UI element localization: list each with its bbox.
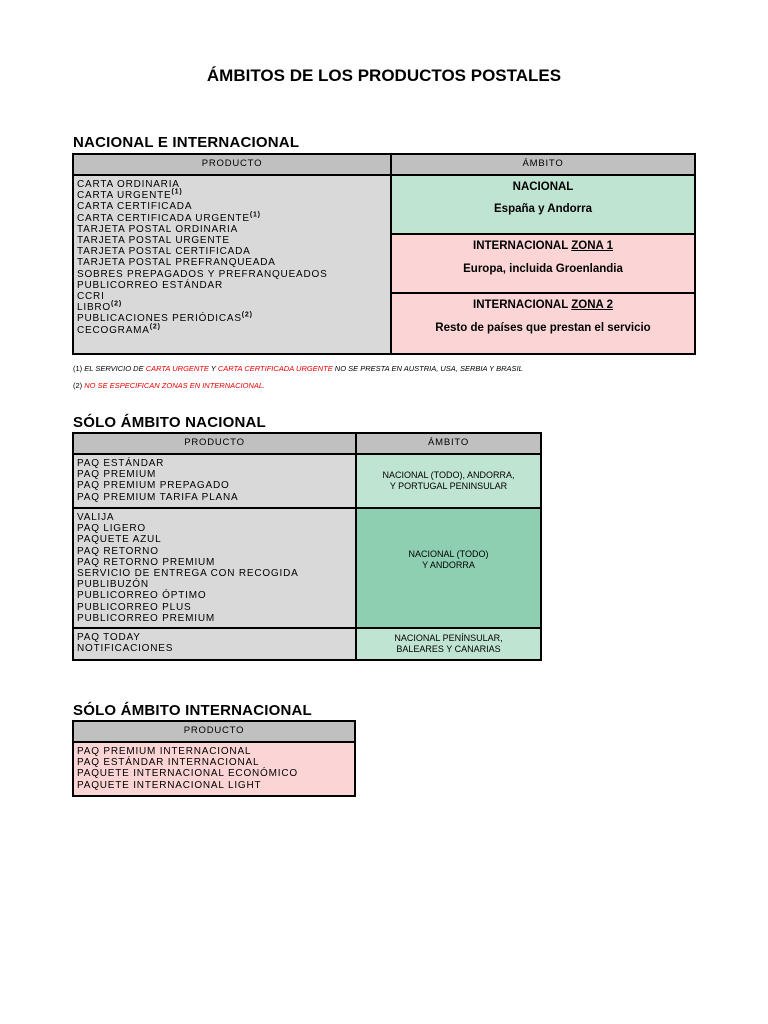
product-list-internacional [74, 743, 354, 795]
list-item: PAQUETE AZUL [77, 534, 162, 546]
list-item [77, 313, 390, 324]
product-name: TARJETA POSTAL URGENTE [77, 235, 230, 247]
ambito-group-2 [357, 509, 540, 627]
list-item [77, 190, 390, 201]
table-nacional-internacional [72, 153, 696, 355]
product-note: (2) [241, 312, 253, 320]
product-name: CARTA URGENTE [77, 190, 172, 202]
ambito-group-3-line1: NACIONAL PENÍNSULAR, [394, 633, 503, 643]
product-name: PUBLICORREO ESTÁNDAR [77, 279, 224, 291]
list-item: PAQ LIGERO [77, 523, 146, 535]
zona-1-label: ZONA 1 [571, 240, 613, 252]
product-name: CARTA CERTIFICADA [77, 201, 193, 213]
footnote-1-text-a: EL SERVICIO DE [84, 364, 144, 373]
header-producto: PRODUCTO [74, 434, 355, 453]
list-item: VALIJA [77, 512, 115, 523]
header-ambito: ÁMBITO [392, 155, 694, 174]
list-item: PAQ RETORNO PREMIUM [77, 556, 216, 568]
list-item [77, 201, 390, 212]
footnote-2 [73, 381, 265, 390]
ambito-group-3 [357, 629, 540, 659]
product-list-group-2 [74, 509, 355, 627]
ambito-group-2-line2: Y ANDORRA [422, 560, 475, 570]
list-item: PUBLIBUZÓN [77, 579, 149, 591]
product-name: TARJETA POSTAL CERTIFICADA [77, 246, 251, 258]
list-item: PAQ ESTÁNDAR [77, 458, 165, 469]
list-item [77, 325, 390, 336]
ambito-group-1-line1: NACIONAL (TODO), ANDORRA, [382, 470, 515, 480]
list-item: PAQ ESTÁNDAR INTERNACIONAL [77, 757, 260, 769]
list-item [77, 179, 390, 190]
list-item: PAQUETE INTERNACIONAL ECONÓMICO [77, 768, 298, 780]
product-name: SOBRES PREPAGADOS Y PREFRANQUEADOS [77, 268, 328, 280]
footnote-1-text-e: NO SE PRESTA EN AUSTRIA, USA, SERBIA Y BRASIL [334, 364, 523, 373]
list-item: PAQUETE INTERNACIONAL LIGHT [77, 779, 262, 791]
footnote-1 [73, 364, 523, 373]
product-list-group-3 [74, 629, 355, 659]
zona-2-label: ZONA 2 [571, 299, 613, 311]
ambito-zona-2-title [392, 299, 694, 311]
list-item: PUBLICORREO PLUS [77, 601, 192, 613]
product-name: CARTA CERTIFICADA URGENTE [77, 212, 250, 224]
ambito-zona-1-sub: Europa, incluida Groenlandia [463, 263, 623, 275]
list-item [77, 291, 390, 302]
list-item [77, 280, 390, 291]
list-item [77, 257, 390, 268]
ambito-zona-1-title [392, 240, 694, 252]
list-item [77, 246, 390, 257]
list-item: PAQ PREMIUM [77, 469, 157, 481]
zona-2-prefix: INTERNACIONAL [473, 299, 569, 311]
product-name: LIBRO [77, 302, 112, 314]
list-item [77, 235, 390, 246]
footnote-1-text-b: CARTA URGENTE [145, 364, 209, 373]
header-producto: PRODUCTO [74, 155, 390, 174]
ambito-nacional-sub: España y Andorra [494, 203, 592, 215]
ambito-nacional-title: NACIONAL [512, 181, 574, 193]
product-name: TARJETA POSTAL PREFRANQUEADA [77, 257, 276, 269]
section-heading-nacional-internacional: NACIONAL E INTERNACIONAL [73, 134, 300, 151]
header-producto: PRODUCTO [74, 722, 354, 741]
table-solo-internacional [72, 720, 356, 797]
list-item: PAQ PREMIUM TARIFA PLANA [77, 491, 239, 503]
ambito-group-3-line2: BALEARES Y CANARIAS [396, 644, 501, 654]
product-name: TARJETA POSTAL ORDINARIA [77, 223, 239, 235]
footnote-2-text: NO SE ESPECIFICAN ZONAS EN INTERNACIONAL. [84, 381, 266, 390]
list-item: PAQ TODAY [77, 632, 141, 643]
ambito-zona-1 [392, 235, 694, 292]
footnote-1-number: (1) [73, 364, 83, 373]
list-item [77, 224, 390, 235]
section-heading-solo-nacional: SÓLO ÁMBITO NACIONAL [73, 414, 266, 431]
ambito-zona-2 [392, 294, 694, 353]
product-list-group-1 [74, 455, 355, 507]
footnote-1-text-c: Y [210, 364, 216, 373]
list-item: PAQ PREMIUM PREPAGADO [77, 480, 230, 492]
list-item: NOTIFICACIONES [77, 643, 174, 655]
list-item: SERVICIO DE ENTREGA CON RECOGIDA [77, 568, 299, 580]
product-name: PUBLICACIONES PERIÓDICAS [77, 313, 242, 325]
list-item [77, 213, 390, 224]
ambito-group-2-line1: NACIONAL (TODO) [408, 549, 489, 559]
product-name: CARTA ORDINARIA [77, 179, 180, 190]
product-note: (1) [171, 188, 183, 196]
zona-1-prefix: INTERNACIONAL [473, 240, 569, 252]
footnote-1-text-d: CARTA CERTIFICADA URGENTE [217, 364, 333, 373]
page-title: ÁMBITOS DE LOS PRODUCTOS POSTALES [206, 66, 562, 85]
list-item [77, 269, 390, 280]
list-item: PUBLICORREO PREMIUM [77, 612, 215, 624]
list-item: PAQ PREMIUM INTERNACIONAL [77, 746, 252, 757]
section-heading-solo-internacional: SÓLO ÁMBITO INTERNACIONAL [73, 702, 312, 719]
product-note: (2) [149, 323, 161, 331]
list-item [77, 302, 390, 313]
product-note: (2) [111, 300, 122, 308]
list-item: PAQ RETORNO [77, 545, 159, 557]
ambito-zona-2-sub: Resto de países que prestan el servicio [435, 322, 651, 334]
list-item: PUBLICORREO ÓPTIMO [77, 590, 207, 602]
footnote-2-number: (2) [73, 381, 83, 390]
ambito-nacional [392, 176, 694, 233]
table-solo-nacional [72, 432, 542, 661]
product-list-nacional-internacional [74, 176, 390, 353]
ambito-group-1-line2: Y PORTUGAL PENINSULAR [389, 481, 508, 491]
product-name: CECOGRAMA [77, 324, 150, 336]
product-note: (1) [249, 211, 261, 219]
product-name: CCRI [77, 291, 105, 303]
ambito-group-1 [357, 455, 540, 507]
header-ambito: ÁMBITO [357, 434, 540, 453]
